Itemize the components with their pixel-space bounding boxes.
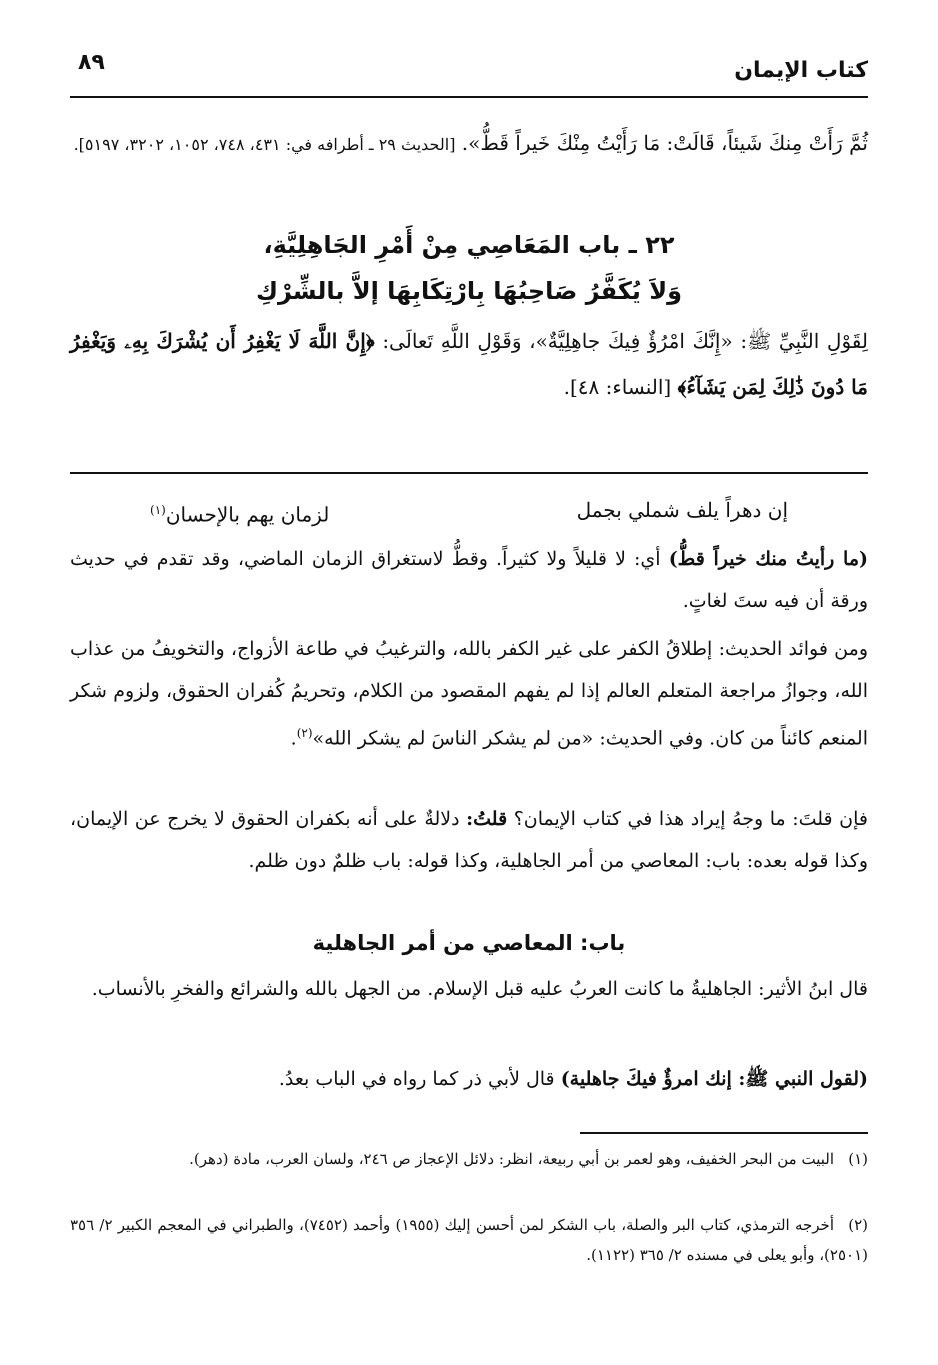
hadith-reference: [الحديث ٢٩ ـ أطرافه في: ٤٣١، ٧٤٨، ١٠٥٢، ٣٢٠٢، ٥١٩٧].	[73, 135, 456, 154]
commentary-paragraph-1	[70, 538, 868, 622]
footnote-number: (١)	[848, 1150, 868, 1168]
footnote-divider	[580, 1132, 868, 1134]
commentary-paragraph-5	[70, 1058, 868, 1100]
intro-text: لِقَوْلِ النَّبِيِّ ﷺ: «إِنَّكَ امْرُؤٌ فِيكَ جاهِلِيَّةٌ»، وَقَوْلِ اللَّهِ تَعالَى:	[382, 329, 869, 353]
commentary-paragraph-3	[70, 798, 868, 882]
footnote-number: (٢)	[848, 1216, 868, 1234]
page-number: ٨٩	[78, 50, 105, 75]
section-heading: باب: المعاصي من أمر الجاهلية	[312, 931, 626, 955]
hemistich-2-text: لزمان يهم بالإحسان	[165, 502, 330, 527]
paragraph-text: فإن قلتَ: ما وجهُ إيراد هذا في كتاب الإيمان؟	[507, 808, 868, 830]
quoted-phrase: (لقول النبي ﷺ: إنك امرؤٌ فيكَ جاهلية)	[560, 1068, 868, 1090]
quran-reference: [النساء: ٤٨].	[563, 375, 672, 399]
footnote-ref-2: (٢)	[296, 726, 313, 740]
answer-marker: قلتُ:	[466, 808, 508, 830]
paragraph-text-cont: دلالةٌ على أنه بكفران الحقوق لا يخرج عن الإيمان، وكذا قوله بعده: باب: المعاصي من أمر الجاهلية، وكذا قوله: باب ظلمٌ دون ظلم.	[70, 808, 868, 872]
quoted-phrase: (ما رأيتُ منك خيراً قطُّ)	[668, 548, 868, 570]
footnote-text: أخرجه الترمذي، كتاب البر والصلة، باب الشكر لمن أحسن إليك (١٩٥٥) وأحمد (٧٤٥٢)، والطبراني في المعجم الكبير ٢/ ٣٥٦ (٢٥٠١)، وأبو يعلى في مسنده ٢/ ٣٦٥ (١١٢٢).	[70, 1216, 868, 1264]
chapter-title-line-2: وَلاَ يُكَفَّرُ صَاحِبُهَا بِارْتِكَابِهَا إلاَّ بالشِّرْكِ	[255, 277, 683, 305]
hadith-text	[70, 120, 868, 168]
paragraph-text: أي: لا قليلاً ولا كثيراً. وقطُّ لاستغراق الزمان الماضي، وقد تقدم في حديث ورقة أن فيه ستَ لغاتٍ.	[70, 548, 868, 612]
footnote-ref-1: (١)	[150, 503, 166, 517]
commentary-divider	[70, 472, 868, 474]
commentary-paragraph-4	[70, 968, 868, 1010]
quran-verse: ﴿إِنَّ اللَّهَ لَا يَغْفِرُ أَن يُشْرَكَ بِهِۦ وَيَغْفِرُ مَا دُونَ ذَٰلِكَ لِمَن يَشَآءُ﴾	[70, 329, 868, 399]
footnote-1	[70, 1144, 868, 1174]
poetry-verse	[150, 492, 788, 533]
footnote-text: البيت من البحر الخفيف، وهو لعمر بن أبي ربيعة، انظر: دلائل الإعجاز ص ٢٤٦، ولسان العرب، مادة (دهر).	[189, 1150, 834, 1168]
chapter-heading	[70, 222, 868, 314]
verse-hemistich-1	[577, 492, 788, 533]
commentary-paragraph-2: ومن فوائد الحديث: إطلاقُ الكفر على غير الكفر بالله، والترغيبُ في طاعة الأزواج، والتخويفُ من عذاب الله، وجوازُ مراجعة المتعلم العالم إذا لم يفهم المقصود من الكلام، وتحريمُ كُفران الحقوق، ولزوم شكر المنعم كائناً من كان. وفي الحديث: «من لم يشكر الناسَ لم يشكر الله»$^{(٢)}$.	[70, 638, 868, 750]
header-divider	[70, 96, 868, 98]
footnote-2	[70, 1210, 868, 1270]
paragraph-text: قال ابنُ الأثير: الجاهليةُ ما كانت العربُ عليه قبل الإسلام. من الجهل بالله والشرائع والفخرِ بالأنساب.	[91, 978, 868, 1000]
hemistich-1-text: إن دهراً يلف شملي بجمل	[576, 498, 788, 522]
running-header-title: كتاب الإيمان	[734, 58, 868, 83]
paragraph-text: ومن فوائد الحديث: إطلاقُ الكفر على غير الكفر بالله، والترغيبُ في طاعة الأزواج، والتخويفُ من عذاب الله، وجوازُ مراجعة المتعلم العالم إذا لم يفهم المقصود من الكلام، وتحريمُ كُفران الحقوق، ولزوم شكر المنعم كائناً من كان. وفي الحديث: «من لم يشكر الناسَ لم يشكر الله»	[70, 638, 868, 750]
chapter-intro	[70, 318, 868, 410]
chapter-title-line-1: ٢٢ ـ باب المَعَاصِي مِنْ أَمْرِ الجَاهِلِيَّةِ،	[263, 231, 675, 259]
verse-hemistich-2	[150, 492, 329, 533]
paragraph-text: قال لأبي ذر كما رواه في الباب بعدُ.	[278, 1068, 561, 1090]
hadith-body: ثُمَّ رَأَتْ مِنكَ شَيئاً، قَالَتْ: مَا رَأَيْتُ مِنْكَ خَيراً قَطُّ».	[461, 131, 868, 155]
